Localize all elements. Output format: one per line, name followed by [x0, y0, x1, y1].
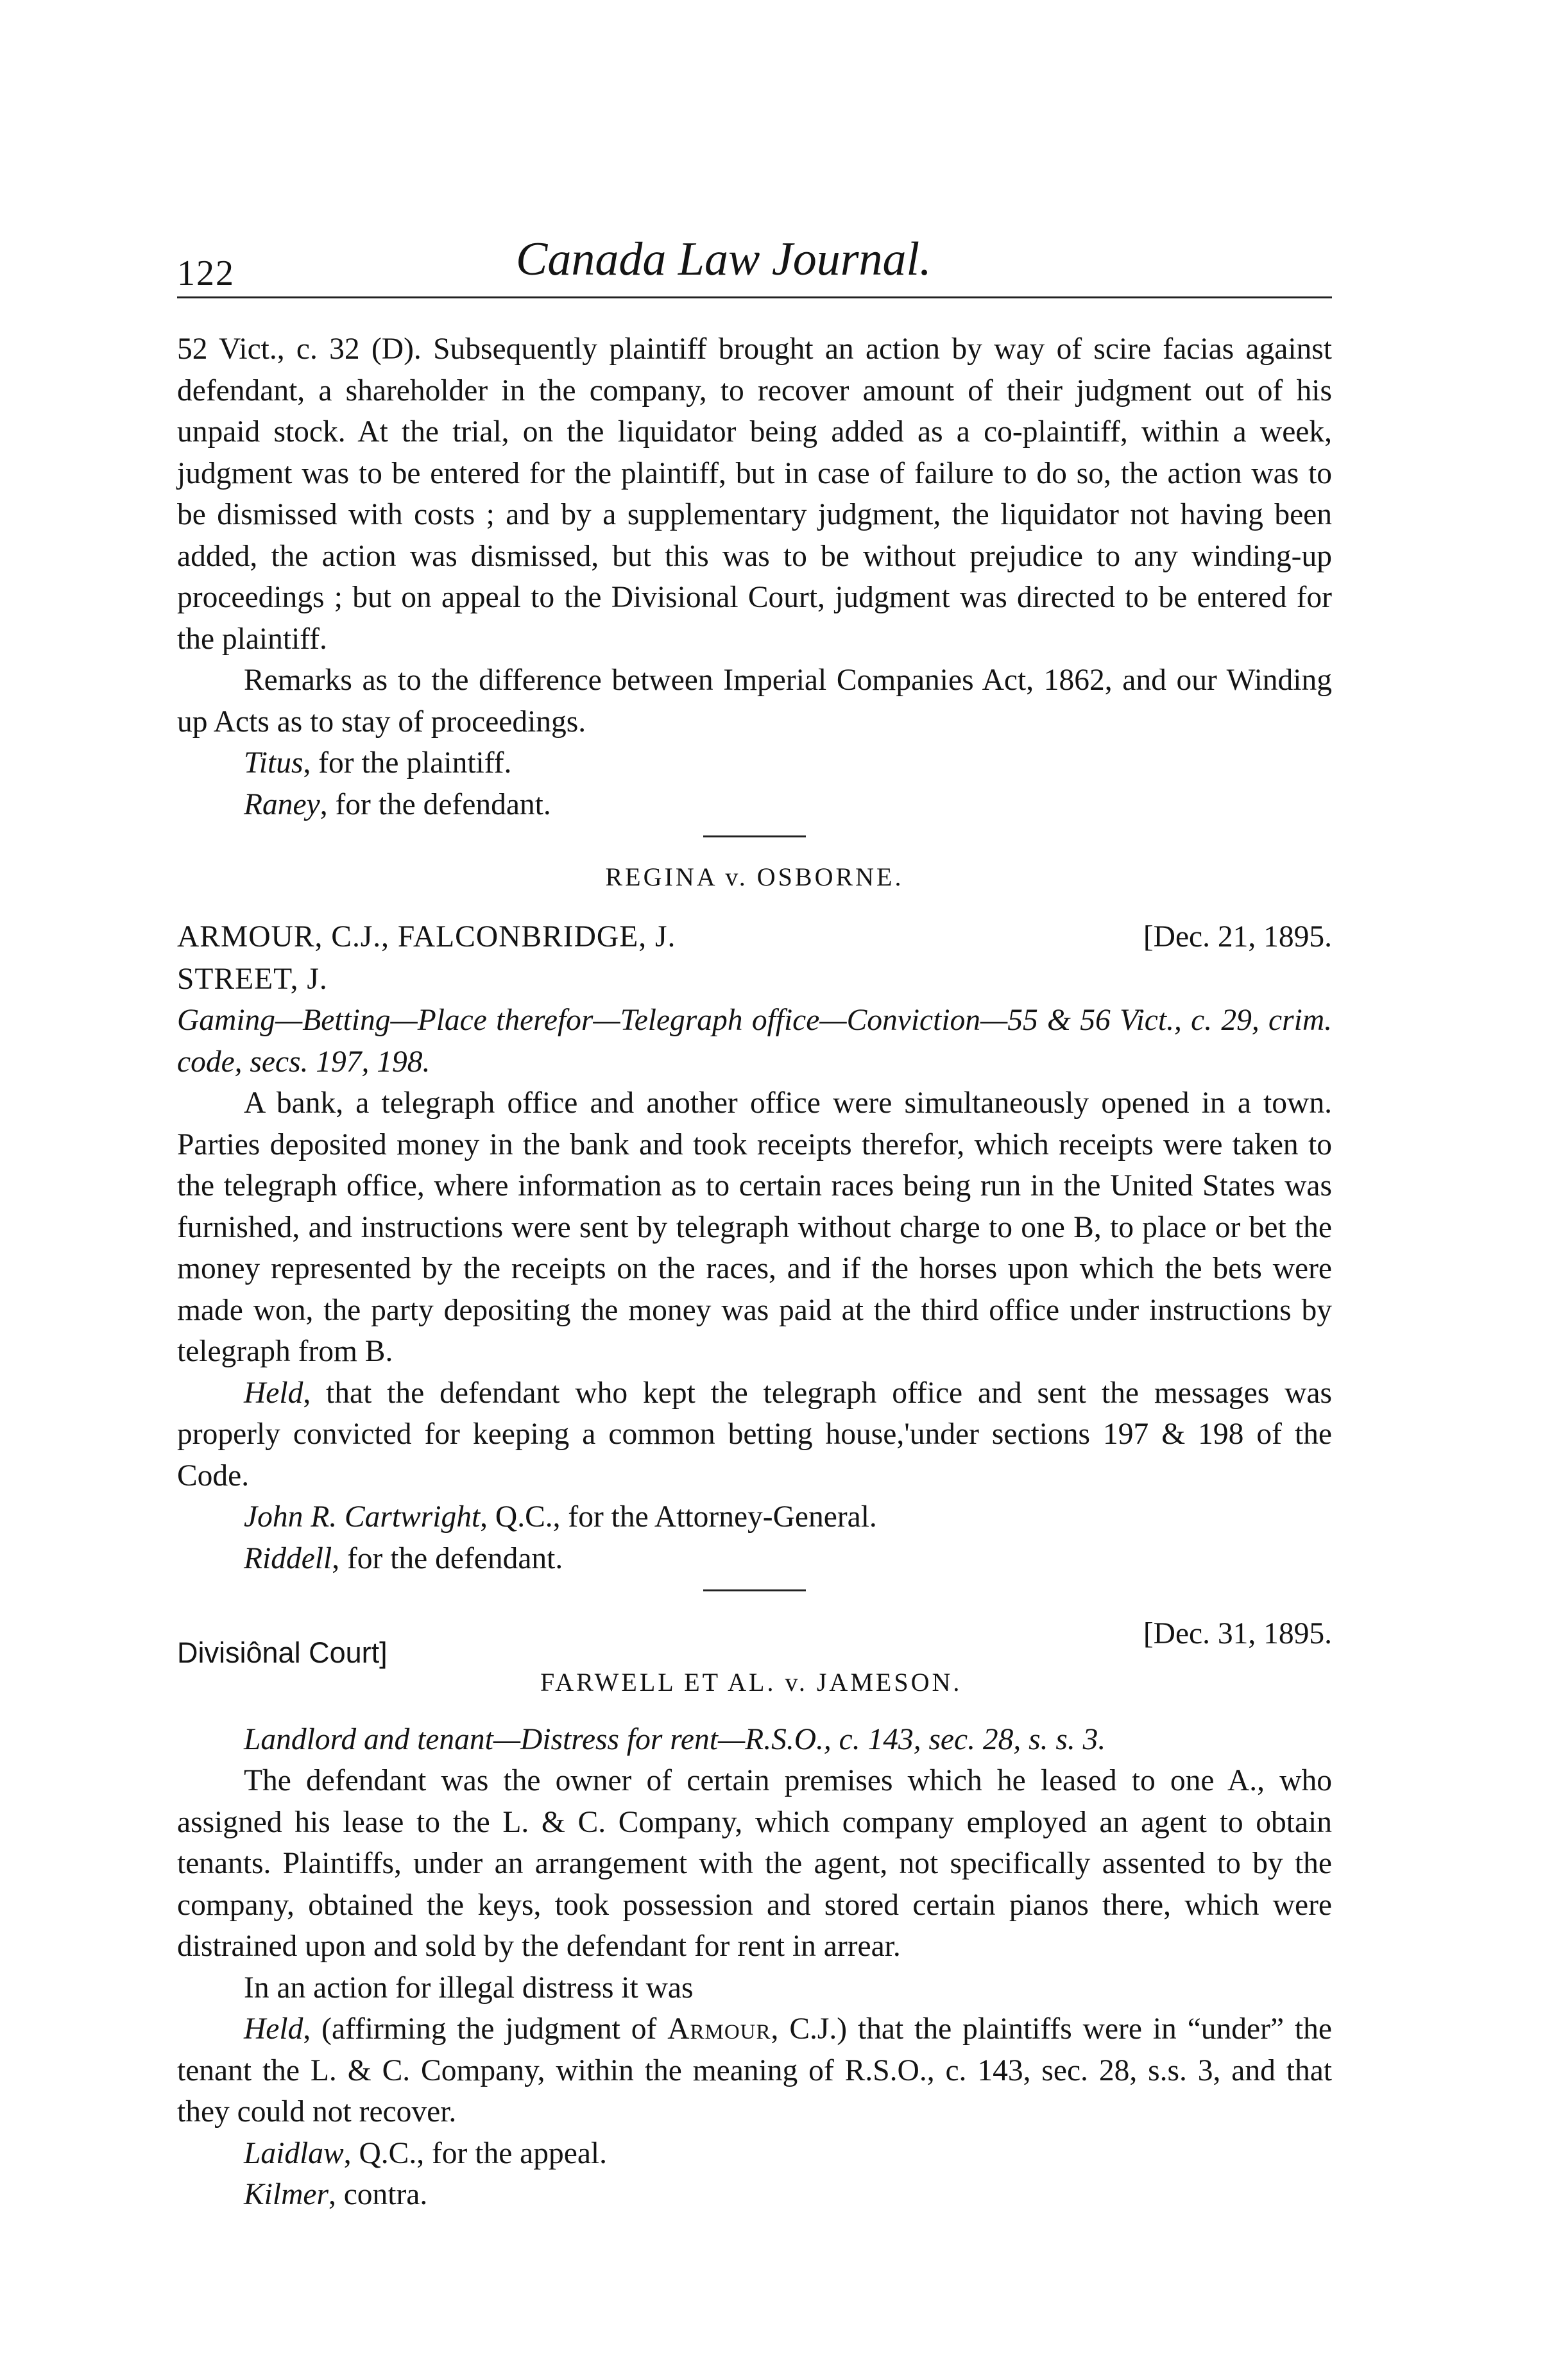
case1-remarks: Remarks as to the difference between Imperial Companies Act, 1862, and our Winding up Acts as to stay of proceedings. — [177, 663, 1332, 739]
counsel-name: Laidlaw — [244, 2136, 344, 2170]
case3-headnote: Landlord and tenant—Distress for rent—R.S.O., c. 143, sec. 28, s. s. 3. — [244, 1722, 1106, 1756]
case3-facts: The defendant was the owner of certain premises which he leased to one A., who assigned his lease to the L. & C. Company, which company employed an agent to obtain tenants. Plaintiffs, under an arrangement with the agent, not specifically assented to by the company, obtained the keys, took possession and stored certain pianos there, which were distrained upon and sold by the defendant for rent in arrear. — [177, 1764, 1332, 1963]
counsel-name: Kilmer — [244, 2178, 329, 2211]
case2-headnote: Gaming—Betting—Place therefor—Telegraph office—Conviction—55 & 56 Vict., c. 29, crim. code, secs. 197, 198. — [177, 1004, 1332, 1079]
page-body — [177, 329, 1332, 2216]
case2-facts: A bank, a telegraph office and another office were simultaneously opened in a town. Parties deposited money in the bank and took receipts therefor, which receipts were taken to the telegraph office, where information as to certain races being run in the United States was furnished, and instructions were sent by telegraph without charge to one B, to place or bet the money represented by the receipts on the races, and if the horses upon which the bets were made won, the party depositing the money was paid at the third office under instructions by telegraph from B. — [177, 1086, 1332, 1368]
judges-row — [177, 916, 1332, 959]
case1-paragraph: 52 Vict., c. 32 (D). Subsequently plaintiff brought an action by way of scire facias against defendant, a shareholder in the company, to recover amount of their judgment out of his unpaid stock. At the trial, on the liquidator being added as a co-plaintiff, within a week, judgment was to be entered for the plaintiff, but in case of failure to do so, the action was to be dismissed with costs ; and by a supplementary judgment, the liquidator not having been added, the action was dismissed, but this was to be without prejudice to any winding-up proceedings ; but on appeal to the Divisional Court, judgment was directed to be entered for the plaintiff. — [177, 332, 1332, 656]
case3-action-line: In an action for illegal distress it was — [244, 1971, 694, 2005]
case-title-farwell-v-jameson: FARWELL ET AL. v. JAMESON. — [540, 1668, 962, 1697]
court-name: Divisiônal Court] — [177, 1636, 388, 1669]
header-rule — [177, 296, 1332, 298]
case3-counsel-appeal: Laidlaw, Q.C., for the appeal. — [244, 2136, 607, 2170]
journal-title: Canada Law Journal. — [516, 233, 932, 286]
case2-held: Held, that the defendant who kept the telegraph office and sent the messages was properly convicted for keeping a common betting house,'under sections 197 & 198 of the Code. — [177, 1376, 1332, 1493]
counsel-name: Titus — [244, 746, 303, 780]
section-divider — [703, 1589, 806, 1591]
page-header — [177, 232, 1332, 304]
counsel-name: John R. Cartwright — [244, 1500, 481, 1534]
case2-counsel-defendant: Riddell, for the defendant. — [244, 1541, 563, 1575]
case2-counsel-crown: John R. Cartwright, Q.C., for the Attorney-General. — [244, 1500, 877, 1534]
case3-counsel-contra: Kilmer, contra. — [244, 2178, 428, 2211]
counsel-name: Riddell — [244, 1541, 332, 1575]
decision-date: [Dec. 21, 1895. — [1143, 920, 1332, 954]
judges-line-2: STREET, J. — [177, 962, 328, 996]
page-number: 122 — [177, 253, 235, 293]
case1-counsel-defendant: Raney, for the defendant. — [244, 787, 551, 821]
judges-line-1: ARMOUR, C.J., FALCONBRIDGE, J. — [177, 920, 676, 954]
case-title-regina-v-osborne: REGINA v. OSBORNE. — [605, 862, 904, 891]
section-divider — [703, 835, 806, 837]
case1-counsel-plaintiff: Titus, for the plaintiff. — [244, 746, 512, 780]
case3-held: Held, (affirming the judgment of Armour, C.J.) that the plaintiffs were in “under” the tenant the L. & C. Company, within the meaning of R.S.O., c. 143, sec. 28, s.s. 3, and that they could not recover. — [177, 2012, 1332, 2128]
court-row — [177, 1613, 1332, 1669]
decision-date: [Dec. 31, 1895. — [1143, 1617, 1332, 1650]
counsel-name: Raney — [244, 787, 320, 821]
